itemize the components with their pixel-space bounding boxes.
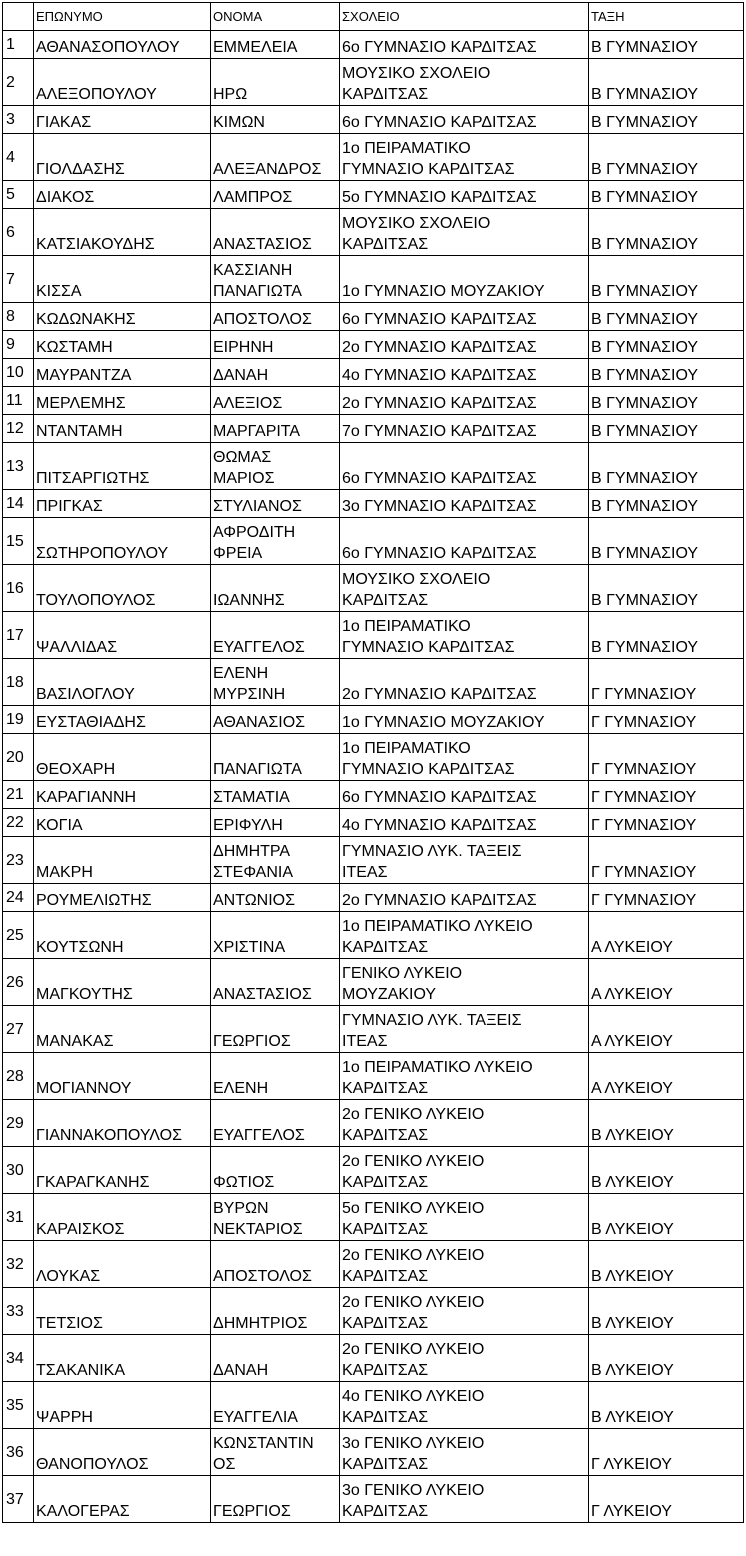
cell-name: ΘΩΜΑΣ ΜΑΡΙΟΣ: [211, 443, 340, 490]
table-row: [3, 1476, 744, 1523]
cell-name: ΑΠΟΣΤΟΛΟΣ: [211, 1241, 340, 1288]
cell-school: 5ο ΓΥΜΝΑΣΙΟ ΚΑΡΔΙΤΣΑΣ: [340, 181, 589, 209]
cell-school: 1ο ΠΕΙΡΑΜΑΤΙΚΟ ΓΥΜΝΑΣΙΟ ΚΑΡΔΙΤΣΑΣ: [340, 612, 589, 659]
cell-surname: ΚΩΔΩΝΑΚΗΣ: [34, 303, 211, 331]
cell-name: ΑΠΟΣΤΟΛΟΣ: [211, 303, 340, 331]
cell-surname: ΑΘΑΝΑΣΟΠΟΥΛΟΥ: [34, 31, 211, 59]
cell-number: 9: [3, 331, 34, 359]
cell-grade: Γ ΓΥΜΝΑΣΙΟΥ: [589, 781, 744, 809]
cell-name: ΠΑΝΑΓΙΩΤΑ: [211, 734, 340, 781]
cell-name: ΛΑΜΠΡΟΣ: [211, 181, 340, 209]
cell-surname: ΜΑΝΑΚΑΣ: [34, 1006, 211, 1053]
cell-name: ΑΝΑΣΤΑΣΙΟΣ: [211, 209, 340, 256]
cell-surname: ΜΕΡΛΕΜΗΣ: [34, 387, 211, 415]
cell-school: 1ο ΠΕΙΡΑΜΑΤΙΚΟ ΛΥΚΕΙΟ ΚΑΡΔΙΤΣΑΣ: [340, 912, 589, 959]
cell-number: 17: [3, 612, 34, 659]
cell-grade: Γ ΓΥΜΝΑΣΙΟΥ: [589, 884, 744, 912]
table-row: [3, 490, 744, 518]
cell-grade: Β ΓΥΜΝΑΣΙΟΥ: [589, 443, 744, 490]
cell-surname: ΤΣΑΚΑΝΙΚΑ: [34, 1335, 211, 1382]
cell-surname: ΜΑΓΚΟΥΤΗΣ: [34, 959, 211, 1006]
cell-school: 2ο ΓΕΝΙΚΟ ΛΥΚΕΙΟ ΚΑΡΔΙΤΣΑΣ: [340, 1335, 589, 1382]
cell-grade: Γ ΓΥΜΝΑΣΙΟΥ: [589, 809, 744, 837]
cell-number: 13: [3, 443, 34, 490]
cell-number: 26: [3, 959, 34, 1006]
table-row: [3, 565, 744, 612]
cell-number: 12: [3, 415, 34, 443]
cell-grade: Β ΓΥΜΝΑΣΙΟΥ: [589, 415, 744, 443]
cell-grade: Β ΓΥΜΝΑΣΙΟΥ: [589, 181, 744, 209]
cell-school: ΓΕΝΙΚΟ ΛΥΚΕΙΟ ΜΟΥΖΑΚΙΟΥ: [340, 959, 589, 1006]
cell-grade: Β ΓΥΜΝΑΣΙΟΥ: [589, 387, 744, 415]
cell-number: 32: [3, 1241, 34, 1288]
cell-school: 3ο ΓΕΝΙΚΟ ΛΥΚΕΙΟ ΚΑΡΔΙΤΣΑΣ: [340, 1476, 589, 1523]
cell-number: 8: [3, 303, 34, 331]
cell-surname: ΤΟΥΛΟΠΟΥΛΟΣ: [34, 565, 211, 612]
cell-number: 24: [3, 884, 34, 912]
cell-grade: Β ΓΥΜΝΑΣΙΟΥ: [589, 59, 744, 106]
cell-surname: ΛΟΥΚΑΣ: [34, 1241, 211, 1288]
cell-grade: Β ΛΥΚΕΙΟΥ: [589, 1335, 744, 1382]
table-row: [3, 1147, 744, 1194]
table-row: [3, 1429, 744, 1476]
cell-school: 6ο ΓΥΜΝΑΣΙΟ ΚΑΡΔΙΤΣΑΣ: [340, 781, 589, 809]
table-row: [3, 809, 744, 837]
table-row: [3, 1241, 744, 1288]
cell-grade: Β ΛΥΚΕΙΟΥ: [589, 1100, 744, 1147]
cell-surname: ΝΤΑΝΤΑΜΗ: [34, 415, 211, 443]
cell-number: 22: [3, 809, 34, 837]
cell-number: 25: [3, 912, 34, 959]
cell-number: 23: [3, 837, 34, 884]
cell-school: 2ο ΓΥΜΝΑΣΙΟ ΚΑΡΔΙΤΣΑΣ: [340, 331, 589, 359]
cell-grade: Γ ΛΥΚΕΙΟΥ: [589, 1429, 744, 1476]
cell-surname: ΚΑΡΑΙΣΚΟΣ: [34, 1194, 211, 1241]
cell-grade: Β ΓΥΜΝΑΣΙΟΥ: [589, 209, 744, 256]
table-row: [3, 1194, 744, 1241]
cell-grade: Β ΓΥΜΝΑΣΙΟΥ: [589, 256, 744, 303]
cell-school: 2ο ΓΕΝΙΚΟ ΛΥΚΕΙΟ ΚΑΡΔΙΤΣΑΣ: [340, 1100, 589, 1147]
table-row: [3, 303, 744, 331]
cell-surname: ΚΑΛΟΓΕΡΑΣ: [34, 1476, 211, 1523]
table-row: [3, 837, 744, 884]
cell-number: 10: [3, 359, 34, 387]
cell-number: 11: [3, 387, 34, 415]
cell-number: 1: [3, 31, 34, 59]
cell-surname: ΜΑΥΡΑΝΤΖΑ: [34, 359, 211, 387]
cell-surname: ΜΑΚΡΗ: [34, 837, 211, 884]
cell-name: ΕΥΑΓΓΕΛΟΣ: [211, 1100, 340, 1147]
cell-grade: Γ ΓΥΜΝΑΣΙΟΥ: [589, 706, 744, 734]
table-row: [3, 59, 744, 106]
cell-number: 31: [3, 1194, 34, 1241]
cell-surname: ΓΙΑΚΑΣ: [34, 106, 211, 134]
cell-name: ΓΕΩΡΓΙΟΣ: [211, 1006, 340, 1053]
table-row: [3, 181, 744, 209]
cell-surname: ΜΟΓΙΑΝΝΟΥ: [34, 1053, 211, 1100]
cell-number: 27: [3, 1006, 34, 1053]
cell-school: 2ο ΓΥΜΝΑΣΙΟ ΚΑΡΔΙΤΣΑΣ: [340, 387, 589, 415]
cell-grade: Β ΛΥΚΕΙΟΥ: [589, 1194, 744, 1241]
cell-surname: ΑΛΕΞΟΠΟΥΛΟΥ: [34, 59, 211, 106]
header-number: [3, 3, 34, 31]
cell-grade: Β ΓΥΜΝΑΣΙΟΥ: [589, 331, 744, 359]
cell-school: 6ο ΓΥΜΝΑΣΙΟ ΚΑΡΔΙΤΣΑΣ: [340, 106, 589, 134]
cell-grade: Α ΛΥΚΕΙΟΥ: [589, 912, 744, 959]
cell-school: 4ο ΓΥΜΝΑΣΙΟ ΚΑΡΔΙΤΣΑΣ: [340, 359, 589, 387]
cell-grade: Β ΓΥΜΝΑΣΙΟΥ: [589, 134, 744, 181]
cell-number: 16: [3, 565, 34, 612]
cell-number: 4: [3, 134, 34, 181]
cell-school: 2ο ΓΥΜΝΑΣΙΟ ΚΑΡΔΙΤΣΑΣ: [340, 659, 589, 706]
cell-school: 2ο ΓΕΝΙΚΟ ΛΥΚΕΙΟ ΚΑΡΔΙΤΣΑΣ: [340, 1288, 589, 1335]
cell-name: ΕΥΑΓΓΕΛΟΣ: [211, 612, 340, 659]
cell-name: ΑΛΕΞΑΝΔΡΟΣ: [211, 134, 340, 181]
cell-school: 6ο ΓΥΜΝΑΣΙΟ ΚΑΡΔΙΤΣΑΣ: [340, 31, 589, 59]
cell-number: 28: [3, 1053, 34, 1100]
table-row: [3, 443, 744, 490]
cell-surname: ΘΑΝΟΠΟΥΛΟΣ: [34, 1429, 211, 1476]
table-row: [3, 912, 744, 959]
cell-grade: Γ ΓΥΜΝΑΣΙΟΥ: [589, 837, 744, 884]
cell-surname: ΨΑΡΡΗ: [34, 1382, 211, 1429]
header-school: ΣΧΟΛΕΙΟ: [340, 3, 589, 31]
cell-name: ΧΡΙΣΤΙΝΑ: [211, 912, 340, 959]
cell-grade: Β ΛΥΚΕΙΟΥ: [589, 1288, 744, 1335]
cell-name: ΦΩΤΙΟΣ: [211, 1147, 340, 1194]
cell-name: ΙΩΑΝΝΗΣ: [211, 565, 340, 612]
cell-number: 19: [3, 706, 34, 734]
cell-grade: Β ΓΥΜΝΑΣΙΟΥ: [589, 490, 744, 518]
cell-surname: ΚΑΡΑΓΙΑΝΝΗ: [34, 781, 211, 809]
cell-school: 6ο ΓΥΜΝΑΣΙΟ ΚΑΡΔΙΤΣΑΣ: [340, 518, 589, 565]
cell-surname: ΣΩΤΗΡΟΠΟΥΛΟΥ: [34, 518, 211, 565]
cell-name: ΚΙΜΩΝ: [211, 106, 340, 134]
cell-number: 15: [3, 518, 34, 565]
cell-name: ΗΡΩ: [211, 59, 340, 106]
cell-name: ΕΥΑΓΓΕΛΙΑ: [211, 1382, 340, 1429]
cell-school: 3ο ΓΥΜΝΑΣΙΟ ΚΑΡΔΙΤΣΑΣ: [340, 490, 589, 518]
cell-number: 6: [3, 209, 34, 256]
table-row: [3, 31, 744, 59]
table-row: [3, 256, 744, 303]
cell-number: 5: [3, 181, 34, 209]
cell-grade: Γ ΓΥΜΝΑΣΙΟΥ: [589, 659, 744, 706]
cell-name: ΑΘΑΝΑΣΙΟΣ: [211, 706, 340, 734]
cell-name: ΔΑΝΑΗ: [211, 1335, 340, 1382]
table-row: [3, 612, 744, 659]
cell-surname: ΚΑΤΣΙΑΚΟΥΔΗΣ: [34, 209, 211, 256]
cell-name: ΕΛΕΝΗ ΜΥΡΣΙΝΗ: [211, 659, 340, 706]
table-row: [3, 518, 744, 565]
cell-number: 35: [3, 1382, 34, 1429]
cell-name: ΜΑΡΓΑΡΙΤΑ: [211, 415, 340, 443]
cell-surname: ΤΕΤΣΙΟΣ: [34, 1288, 211, 1335]
header-surname: ΕΠΩΝΥΜΟ: [34, 3, 211, 31]
table-row: [3, 884, 744, 912]
cell-name: ΣΤΑΜΑΤΙΑ: [211, 781, 340, 809]
cell-grade: Β ΓΥΜΝΑΣΙΟΥ: [589, 518, 744, 565]
cell-number: 34: [3, 1335, 34, 1382]
cell-school: 6ο ΓΥΜΝΑΣΙΟ ΚΑΡΔΙΤΣΑΣ: [340, 303, 589, 331]
cell-school: ΜΟΥΣΙΚΟ ΣΧΟΛΕΙΟ ΚΑΡΔΙΤΣΑΣ: [340, 209, 589, 256]
cell-school: ΜΟΥΣΙΚΟ ΣΧΟΛΕΙΟ ΚΑΡΔΙΤΣΑΣ: [340, 59, 589, 106]
header-grade: ΤΑΞΗ: [589, 3, 744, 31]
cell-grade: Β ΛΥΚΕΙΟΥ: [589, 1241, 744, 1288]
cell-name: ΑΛΕΞΙΟΣ: [211, 387, 340, 415]
cell-grade: Γ ΛΥΚΕΙΟΥ: [589, 1476, 744, 1523]
table-row: [3, 706, 744, 734]
cell-surname: ΓΙΑΝΝΑΚΟΠΟΥΛΟΣ: [34, 1100, 211, 1147]
table-row: [3, 1006, 744, 1053]
cell-surname: ΓΚΑΡΑΓΚΑΝΗΣ: [34, 1147, 211, 1194]
cell-surname: ΡΟΥΜΕΛΙΩΤΗΣ: [34, 884, 211, 912]
cell-name: ΑΦΡΟΔΙΤΗ ΦΡΕΙΑ: [211, 518, 340, 565]
cell-name: ΚΩΝΣΤΑΝΤΙΝ ΟΣ: [211, 1429, 340, 1476]
cell-surname: ΕΥΣΤΑΘΙΑΔΗΣ: [34, 706, 211, 734]
cell-grade: Α ΛΥΚΕΙΟΥ: [589, 1053, 744, 1100]
cell-surname: ΔΙΑΚΟΣ: [34, 181, 211, 209]
cell-number: 3: [3, 106, 34, 134]
cell-school: 7ο ΓΥΜΝΑΣΙΟ ΚΑΡΔΙΤΣΑΣ: [340, 415, 589, 443]
table-row: [3, 415, 744, 443]
cell-school: ΓΥΜΝΑΣΙΟ ΛΥΚ. ΤΑΞΕΙΣ ΙΤΕΑΣ: [340, 837, 589, 884]
table-row: [3, 781, 744, 809]
cell-name: ΒΥΡΩΝ ΝΕΚΤΑΡΙΟΣ: [211, 1194, 340, 1241]
cell-number: 7: [3, 256, 34, 303]
cell-number: 30: [3, 1147, 34, 1194]
cell-name: ΕΡΙΦΥΛΗ: [211, 809, 340, 837]
table-row: [3, 959, 744, 1006]
table-row: [3, 134, 744, 181]
cell-number: 2: [3, 59, 34, 106]
cell-grade: Β ΓΥΜΝΑΣΙΟΥ: [589, 106, 744, 134]
cell-name: ΑΝΑΣΤΑΣΙΟΣ: [211, 959, 340, 1006]
cell-name: ΑΝΤΩΝΙΟΣ: [211, 884, 340, 912]
table-row: [3, 209, 744, 256]
cell-grade: Β ΓΥΜΝΑΣΙΟΥ: [589, 565, 744, 612]
cell-grade: Α ΛΥΚΕΙΟΥ: [589, 959, 744, 1006]
cell-surname: ΚΙΣΣΑ: [34, 256, 211, 303]
cell-name: ΓΕΩΡΓΙΟΣ: [211, 1476, 340, 1523]
table-row: [3, 659, 744, 706]
cell-name: ΔΗΜΗΤΡΙΟΣ: [211, 1288, 340, 1335]
cell-surname: ΨΑΛΛΙΔΑΣ: [34, 612, 211, 659]
cell-school: 1ο ΠΕΙΡΑΜΑΤΙΚΟ ΓΥΜΝΑΣΙΟ ΚΑΡΔΙΤΣΑΣ: [340, 734, 589, 781]
cell-number: 29: [3, 1100, 34, 1147]
cell-number: 36: [3, 1429, 34, 1476]
cell-number: 14: [3, 490, 34, 518]
cell-surname: ΓΙΟΛΔΑΣΗΣ: [34, 134, 211, 181]
students-table: [2, 2, 744, 1523]
cell-school: 2ο ΓΕΝΙΚΟ ΛΥΚΕΙΟ ΚΑΡΔΙΤΣΑΣ: [340, 1147, 589, 1194]
cell-number: 21: [3, 781, 34, 809]
cell-surname: ΘΕΟΧΑΡΗ: [34, 734, 211, 781]
cell-surname: ΒΑΣΙΛΟΓΛΟΥ: [34, 659, 211, 706]
cell-grade: Β ΓΥΜΝΑΣΙΟΥ: [589, 31, 744, 59]
cell-number: 20: [3, 734, 34, 781]
table-row: [3, 106, 744, 134]
cell-grade: Β ΓΥΜΝΑΣΙΟΥ: [589, 303, 744, 331]
cell-number: 37: [3, 1476, 34, 1523]
cell-grade: Α ΛΥΚΕΙΟΥ: [589, 1006, 744, 1053]
cell-name: ΔΑΝΑΗ: [211, 359, 340, 387]
cell-grade: Β ΓΥΜΝΑΣΙΟΥ: [589, 359, 744, 387]
table-row: [3, 1100, 744, 1147]
header-row: [3, 3, 744, 31]
cell-number: 33: [3, 1288, 34, 1335]
cell-name: ΚΑΣΣΙΑΝΗ ΠΑΝΑΓΙΩΤΑ: [211, 256, 340, 303]
cell-name: ΕΜΜΕΛΕΙΑ: [211, 31, 340, 59]
cell-school: 5ο ΓΕΝΙΚΟ ΛΥΚΕΙΟ ΚΑΡΔΙΤΣΑΣ: [340, 1194, 589, 1241]
cell-school: 2ο ΓΥΜΝΑΣΙΟ ΚΑΡΔΙΤΣΑΣ: [340, 884, 589, 912]
cell-surname: ΚΩΣΤΑΜΗ: [34, 331, 211, 359]
table-row: [3, 1335, 744, 1382]
table-row: [3, 1053, 744, 1100]
cell-school: ΜΟΥΣΙΚΟ ΣΧΟΛΕΙΟ ΚΑΡΔΙΤΣΑΣ: [340, 565, 589, 612]
cell-surname: ΠΙΤΣΑΡΓΙΩΤΗΣ: [34, 443, 211, 490]
cell-grade: Γ ΓΥΜΝΑΣΙΟΥ: [589, 734, 744, 781]
cell-school: 6ο ΓΥΜΝΑΣΙΟ ΚΑΡΔΙΤΣΑΣ: [340, 443, 589, 490]
cell-grade: Β ΓΥΜΝΑΣΙΟΥ: [589, 612, 744, 659]
cell-name: ΕΛΕΝΗ: [211, 1053, 340, 1100]
cell-school: 1ο ΠΕΙΡΑΜΑΤΙΚΟ ΛΥΚΕΙΟ ΚΑΡΔΙΤΣΑΣ: [340, 1053, 589, 1100]
cell-school: 1ο ΓΥΜΝΑΣΙΟ ΜΟΥΖΑΚΙΟΥ: [340, 256, 589, 303]
table-row: [3, 359, 744, 387]
cell-school: 2ο ΓΕΝΙΚΟ ΛΥΚΕΙΟ ΚΑΡΔΙΤΣΑΣ: [340, 1241, 589, 1288]
table-row: [3, 331, 744, 359]
cell-school: 1ο ΓΥΜΝΑΣΙΟ ΜΟΥΖΑΚΙΟΥ: [340, 706, 589, 734]
cell-name: ΣΤΥΛΙΑΝΟΣ: [211, 490, 340, 518]
cell-surname: ΠΡΙΓΚΑΣ: [34, 490, 211, 518]
cell-name: ΕΙΡΗΝΗ: [211, 331, 340, 359]
cell-school: 3ο ΓΕΝΙΚΟ ΛΥΚΕΙΟ ΚΑΡΔΙΤΣΑΣ: [340, 1429, 589, 1476]
cell-school: 4ο ΓΥΜΝΑΣΙΟ ΚΑΡΔΙΤΣΑΣ: [340, 809, 589, 837]
cell-school: ΓΥΜΝΑΣΙΟ ΛΥΚ. ΤΑΞΕΙΣ ΙΤΕΑΣ: [340, 1006, 589, 1053]
table-row: [3, 1382, 744, 1429]
cell-number: 18: [3, 659, 34, 706]
header-name: ΟΝΟΜΑ: [211, 3, 340, 31]
table-row: [3, 734, 744, 781]
cell-grade: Β ΛΥΚΕΙΟΥ: [589, 1382, 744, 1429]
table-row: [3, 1288, 744, 1335]
cell-grade: Β ΛΥΚΕΙΟΥ: [589, 1147, 744, 1194]
cell-school: 4ο ΓΕΝΙΚΟ ΛΥΚΕΙΟ ΚΑΡΔΙΤΣΑΣ: [340, 1382, 589, 1429]
cell-school: 1ο ΠΕΙΡΑΜΑΤΙΚΟ ΓΥΜΝΑΣΙΟ ΚΑΡΔΙΤΣΑΣ: [340, 134, 589, 181]
table-row: [3, 387, 744, 415]
table-body: [3, 3, 744, 1523]
cell-surname: ΚΟΓΙΑ: [34, 809, 211, 837]
cell-name: ΔΗΜΗΤΡΑ ΣΤΕΦΑΝΙΑ: [211, 837, 340, 884]
cell-surname: ΚΟΥΤΣΩΝΗ: [34, 912, 211, 959]
